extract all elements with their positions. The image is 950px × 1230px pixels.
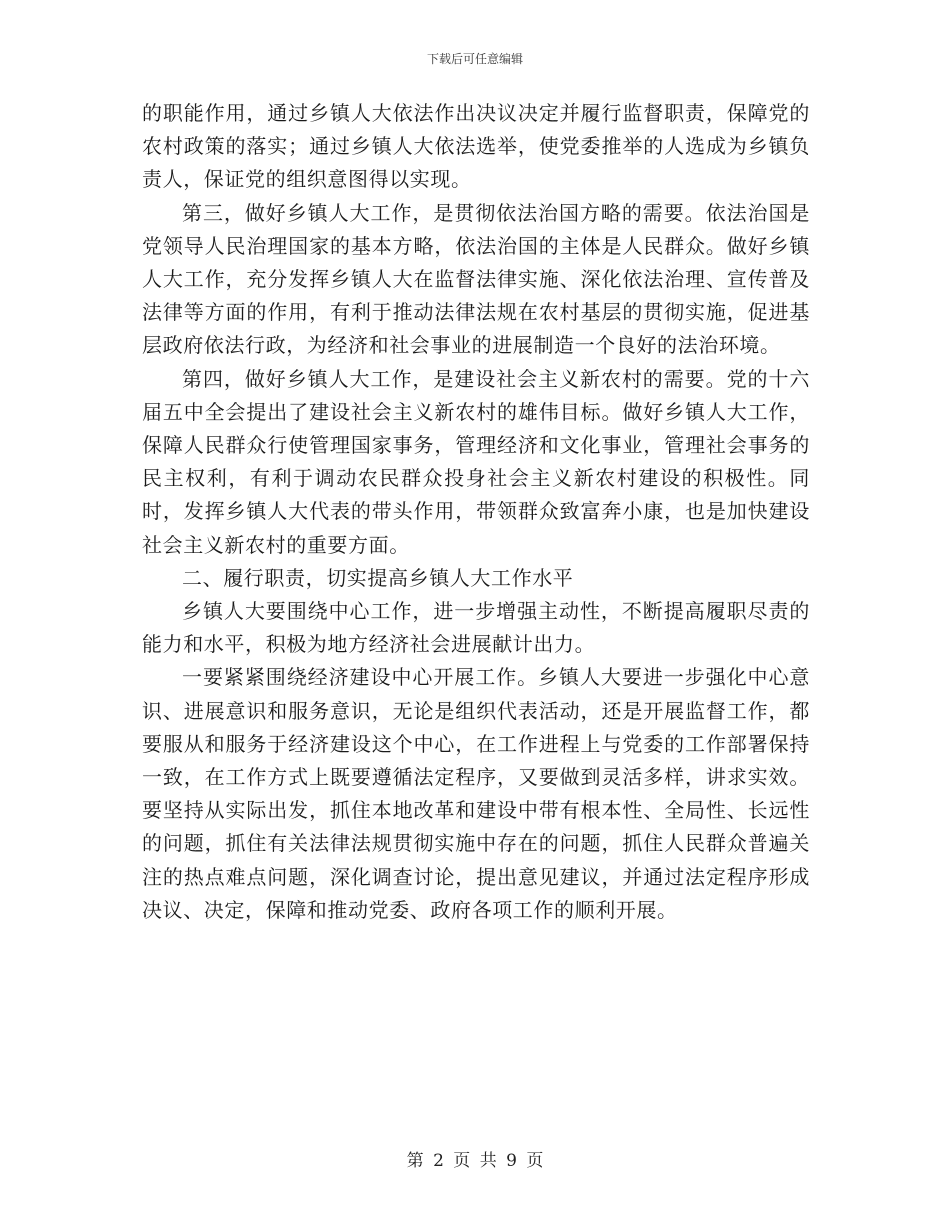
paragraph-first-requirement: 一要紧紧围绕经济建设中心开展工作。乡镇人大要进一步强化中心意识、进展意识和服务意识，无论是组织代表活动，还是开展监督工作，都要服从和服务于经济建设这个中心，在工作进程上与党委的工作部署保持一致，在工作方式上既要遵循法定程序，又要做到灵活多样，讲求实效。要坚持从实际出发，抓住本地改革和建设中带有根本性、全局性、长远性的问题，抓住有关法律法规贯彻实施中存在的问题，抓住人民群众普遍关注的热点难点问题，深化调查讨论，提出意见建议，并通过法定程序形成决议、决定，保障和推动党委、政府各项工作的顺利开展。 — [142, 665, 810, 922]
paragraph-intro: 乡镇人大要围绕中心工作，进一步增强主动性，不断提高履职尽责的能力和水平，积极为地方经济社会进展献计出力。 — [142, 599, 810, 657]
paragraph-fourth-point: 第四，做好乡镇人大工作，是建设社会主义新农村的需要。党的十六届五中全会提出了建设社会主义新农村的雄伟目标。做好乡镇人大工作，保障人民群众行使管理国家事务，管理经济和文化事业，管理社会事务的民主权利，有利于调动农民群众投身社会主义新农村建设的积极性。同时，发挥乡镇人大代表的带头作用，带领群众致富奔小康，也是加快建设社会主义新农村的重要方面。 — [142, 366, 810, 557]
page-number: 第 2 页 共 9 页 — [406, 1151, 544, 1171]
document-body — [142, 97, 810, 927]
paragraph-third-point: 第三，做好乡镇人大工作，是贯彻依法治国方略的需要。依法治国是党领导人民治理国家的基本方略，依法治国的主体是人民群众。做好乡镇人大工作，充分发挥乡镇人大在监督法律实施、深化依法治理、宣传普及法律等方面的作用，有利于推动法律法规在农村基层的贯彻实施，促进基层政府依法行政，为经济和社会事业的进展制造一个良好的法治环境。 — [142, 200, 810, 358]
page-header: 下载后可任意编辑 — [426, 52, 523, 66]
paragraph-continuation: 的职能作用，通过乡镇人大依法作出决议决定并履行监督职责，保障党的农村政策的落实；通过乡镇人大依法选举，使党委推举的人选成为乡镇负责人，保证党的组织意图得以实现。 — [142, 101, 810, 192]
section-heading: 二、履行职责，切实提高乡镇人大工作水平 — [182, 565, 574, 590]
